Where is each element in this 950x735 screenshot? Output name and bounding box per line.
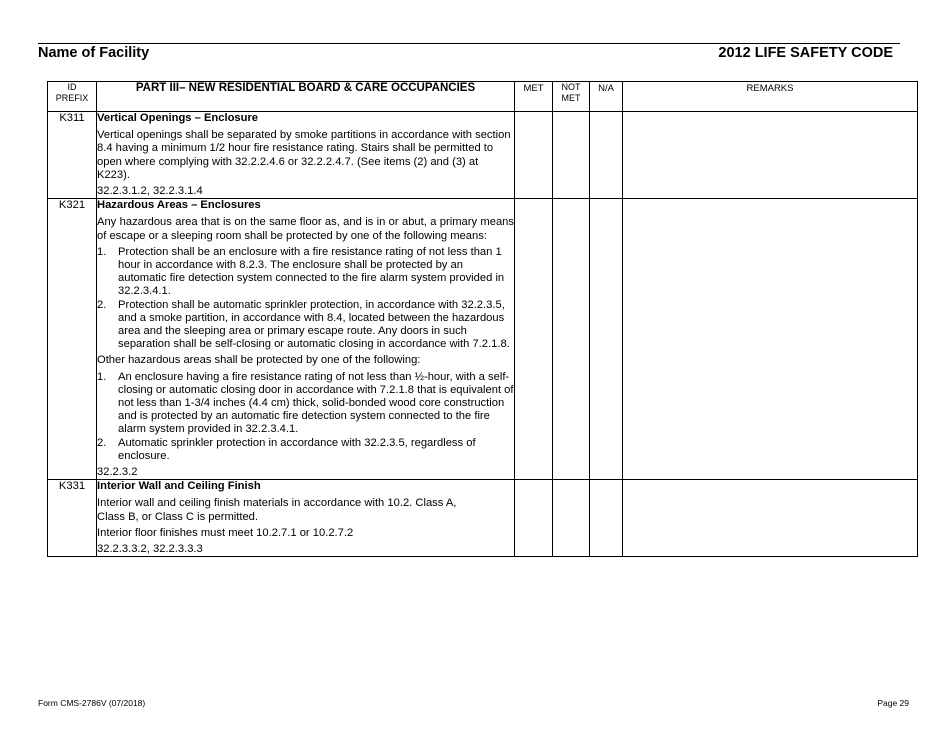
na-cell[interactable]: [590, 480, 623, 557]
item-reference: 32.2.3.2: [97, 466, 138, 479]
remarks-cell[interactable]: [623, 480, 918, 557]
code-title: 2012 LIFE SAFETY CODE: [718, 45, 893, 61]
item-intro: Any hazardous area that is on the same floor as, and is in or abut, a primary means of escape or a sleeping room shall be protected by one of the following means:: [97, 216, 514, 242]
table-row-k311: [48, 112, 918, 199]
life-safety-code-table: [47, 81, 918, 557]
list-item: 2. Protection shall be automatic sprinkler protection, in accordance with 32.2.3.5, and a smoke partition, in accordance with 8.4, located between the hazardous area and the sleeping area or primary escape route. Any doors in such separation shall be self-closing or automatic closing in accordance with 7.2.1.8.: [97, 298, 510, 351]
item-title: Vertical Openings – Enclosure: [97, 112, 259, 124]
table-row-k331: [48, 480, 918, 557]
item-reference: 32.2.3.1.2, 32.2.3.1.4: [97, 185, 203, 198]
header-rule: [38, 43, 900, 44]
list-item: 1. An enclosure having a fire resistance rating of not less than ½-hour, with a self-closing or automatic closing door in accordance with 7.2.1.8 that is equivalent of not less than 1-3/4 inches (4.4 cm) thick, solid-bonded wood core construction and is protected by an automatic fire detection system connected to the fire alarm system provided in 32.2.3.4.1.: [97, 370, 514, 436]
na-cell[interactable]: [590, 199, 623, 480]
facility-name-label: Name of Facility: [38, 45, 150, 61]
description-cell: [97, 480, 515, 557]
remarks-header: REMARKS: [623, 82, 918, 112]
item-body-floor: Interior floor finishes must meet 10.2.7.1 or 10.2.7.2: [97, 526, 354, 539]
item-body: Vertical openings shall be separated by smoke partitions in accordance with section 8.4 having a minimum 1/2 hour fire resistance rating. Stairs shall be permitted to open where complying with 32.2.2.4.6 or 32.2.2.4.7. (See items (2) and (3) at K223).: [97, 129, 511, 181]
item-other-areas: Other hazardous areas shall be protected by one of the following:: [97, 354, 421, 367]
id-prefix-cell: K331: [48, 480, 97, 557]
met-cell[interactable]: [515, 112, 553, 199]
item-title: Hazardous Areas – Enclosures: [97, 199, 261, 212]
not-met-header: NOT MET: [553, 82, 590, 112]
item-reference: 32.2.3.3.2, 32.2.3.3.3: [97, 543, 203, 556]
part-header: PART III– NEW RESIDENTIAL BOARD & CARE OCCUPANCIES: [97, 82, 515, 112]
item-body: Interior wall and ceiling finish materials in accordance with 10.2. Class A, Class B, or Class C is permitted.: [97, 497, 457, 523]
na-header: N/A: [590, 82, 623, 112]
remarks-cell[interactable]: [623, 112, 918, 199]
not-met-cell[interactable]: [553, 199, 590, 480]
not-met-cell[interactable]: [553, 480, 590, 557]
other-areas-list: [97, 371, 514, 463]
description-cell: [97, 112, 515, 199]
met-header: MET: [515, 82, 553, 112]
met-cell[interactable]: [515, 199, 553, 480]
list-item: 1. Protection shall be an enclosure with a fire resistance rating of not less than 1 hour in accordance with 8.2.3. The enclosure shall be protected by an automatic fire detection system connected to the fire alarm system provided in 32.2.3.4.1.: [97, 245, 505, 298]
table-row-k321: [48, 199, 918, 480]
id-prefix-cell: K311: [48, 112, 97, 199]
item-title: Interior Wall and Ceiling Finish: [97, 480, 261, 493]
protection-means-list: [97, 246, 514, 352]
met-cell[interactable]: [515, 480, 553, 557]
id-prefix-header: ID PREFIX: [48, 82, 97, 112]
remarks-cell[interactable]: [623, 199, 918, 480]
form-id-label: Form CMS-2786V (07/2018): [38, 698, 146, 708]
table-header-row: [48, 82, 918, 112]
description-cell: [97, 199, 515, 480]
list-item: 2. Automatic sprinkler protection in accordance with 32.2.3.5, regardless of enclosure.: [97, 436, 476, 462]
not-met-cell[interactable]: [553, 112, 590, 199]
na-cell[interactable]: [590, 112, 623, 199]
page-number: Page 29: [877, 698, 909, 708]
id-prefix-cell: K321: [48, 199, 97, 480]
